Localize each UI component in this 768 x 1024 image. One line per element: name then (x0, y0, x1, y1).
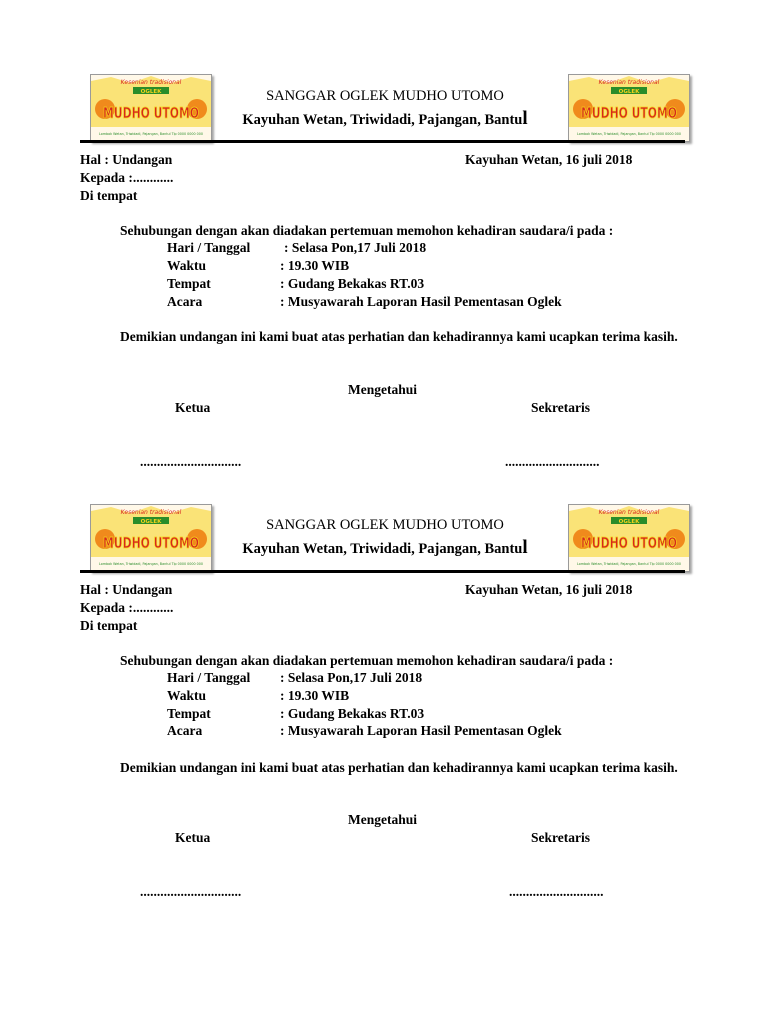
detail-label-time: Waktu (167, 688, 207, 703)
org-address (210, 537, 560, 559)
detail-value-time: : 19.30 WIB (280, 258, 350, 273)
secretary-label: Sekretaris (531, 400, 590, 415)
chairman-signature-line: .............................. (140, 884, 242, 899)
chairman-label: Ketua (175, 400, 211, 415)
org-address-tail: l (522, 108, 528, 129)
logo-banner-text: OGLEK (140, 89, 162, 95)
detail-value-place: : Gudang Bekakas RT.03 (280, 706, 425, 721)
acknowledged-label: Mengetahui (348, 812, 417, 827)
detail-label-place: Tempat (167, 706, 211, 721)
acknowledged-label: Mengetahui (348, 382, 417, 397)
logo-big-text: MUDHO UTOMO (103, 534, 199, 552)
logo-banner-text: OGLEK (140, 519, 162, 525)
org-address-main: Kayuhan Wetan, Triwidadi, Pajangan, Bantu (242, 112, 523, 128)
recipient-line: Kepada :............ (80, 600, 174, 615)
detail-value-date: : Selasa Pon,17 Juli 2018 (280, 670, 423, 685)
closing-paragraph: Demikian undangan ini kami buat atas perhatian dan kehadirannya kami ucapkan terima kasih. (120, 329, 678, 344)
logo-top-text: Kesenian tradisional (120, 79, 182, 86)
logo-top-text: Kesenian tradisional (598, 509, 660, 516)
logo-bottom-text: Lombok Wetan, Triwidadi, Pajangan, Bantul Tlp 0000 0000 000 (577, 132, 682, 136)
closing-paragraph: Demikian undangan ini kami buat atas perhatian dan kehadirannya kami ucapkan terima kasih. (120, 760, 678, 775)
logo-bottom-text: Lombok Wetan, Triwidadi, Pajangan, Bantul Tlp 0000 0000 000 (99, 562, 204, 566)
detail-value-event: : Musyawarah Laporan Hasil Pementasan Oglek (280, 723, 562, 738)
logo-top-text: Kesenian tradisional (598, 79, 660, 86)
logo-big-text: MUDHO UTOMO (103, 104, 199, 122)
logo-big-text: MUDHO UTOMO (581, 104, 677, 122)
location-line: Di tempat (80, 188, 138, 203)
detail-value-event: : Musyawarah Laporan Hasil Pementasan Oglek (280, 294, 562, 309)
secretary-signature-line: ............................ (509, 884, 604, 899)
logo-right (568, 504, 690, 572)
secretary-label: Sekretaris (531, 830, 590, 845)
location-line: Di tempat (80, 618, 138, 633)
logo-big-text: MUDHO UTOMO (581, 534, 677, 552)
detail-label-date: Hari / Tanggal (167, 240, 251, 255)
secretary-signature-line: ............................ (505, 454, 600, 469)
org-address-main: Kayuhan Wetan, Triwidadi, Pajangan, Bantu (242, 541, 523, 557)
chairman-signature-line: .............................. (140, 454, 242, 469)
subject-line: Hal : Undangan (80, 582, 173, 597)
org-name: SANGGAR OGLEK MUDHO UTOMO (266, 517, 504, 533)
logo-bottom-text: Lombok Wetan, Triwidadi, Pajangan, Bantul Tlp 0000 0000 000 (577, 562, 682, 566)
detail-label-place: Tempat (167, 276, 211, 291)
chairman-label: Ketua (175, 830, 211, 845)
intro-text: Sehubungan dengan akan diadakan pertemuan memohon kehadiran saudara/i pada : (120, 223, 614, 238)
org-name: SANGGAR OGLEK MUDHO UTOMO (266, 88, 504, 104)
detail-value-place: : Gudang Bekakas RT.03 (280, 276, 425, 291)
logo-bottom-text: Lombok Wetan, Triwidadi, Pajangan, Bantul Tlp 0000 0000 000 (99, 132, 204, 136)
header-rule (80, 570, 685, 573)
subject-line: Hal : Undangan (80, 152, 173, 167)
intro-text: Sehubungan dengan akan diadakan pertemuan memohon kehadiran saudara/i pada : (120, 653, 614, 668)
detail-value-date: : Selasa Pon,17 Juli 2018 (284, 240, 427, 255)
logo-left (90, 504, 212, 572)
detail-label-event: Acara (167, 723, 203, 738)
detail-value-time: : 19.30 WIB (280, 688, 350, 703)
detail-label-date: Hari / Tanggal (167, 670, 251, 685)
recipient-line: Kepada :............ (80, 170, 174, 185)
detail-label-event: Acara (167, 294, 203, 309)
logo-top-text: Kesenian tradisional (120, 509, 182, 516)
org-address-tail: l (522, 537, 528, 558)
detail-label-time: Waktu (167, 258, 207, 273)
place-date: Kayuhan Wetan, 16 juli 2018 (465, 152, 633, 167)
logo-banner-text: OGLEK (618, 89, 640, 95)
logo-banner-text: OGLEK (618, 519, 640, 525)
place-date: Kayuhan Wetan, 16 juli 2018 (465, 582, 633, 597)
